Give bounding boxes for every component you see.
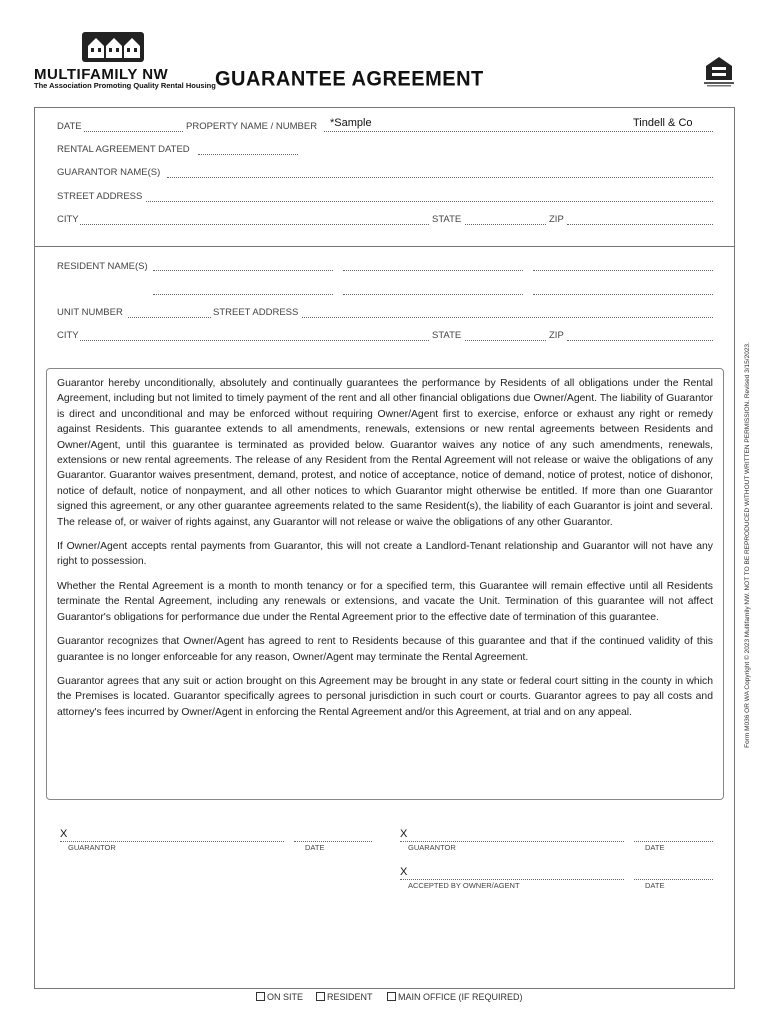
guarantor-names-label: GUARANTOR NAME(S)	[57, 167, 161, 178]
guarantor-1-date-field[interactable]	[294, 841, 372, 842]
checkbox-main-office-label: MAIN OFFICE (IF REQUIRED)	[398, 992, 523, 1002]
street-address-field[interactable]	[146, 201, 713, 202]
owner-agent-date-label: DATE	[645, 881, 665, 890]
brand-tagline: The Association Promoting Quality Rental Housing	[34, 81, 216, 90]
guarantor-1-label: GUARANTOR	[68, 843, 116, 852]
property-value: *Sample	[330, 117, 372, 129]
checkbox-icon	[316, 992, 325, 1001]
rental-agreement-dated-label: RENTAL AGREEMENT DATED	[57, 144, 190, 155]
guarantor-names-field[interactable]	[167, 177, 713, 178]
terms-paragraph-3: Whether the Rental Agreement is a month to month tenancy or for a specified term, this Guarantee will remain effective until all Residents terminate the Rental Agreement, including any renewals or extensions, and vacate the Unit. Termination of this guarantee will not affect Guarantor's obligations for performance due under the Rental Agreement prior to the effective date of termination of this guarantee.	[57, 580, 713, 623]
guarantor-2-x: X	[400, 828, 408, 840]
owner-agent-x: X	[400, 866, 408, 878]
resident-names-label: RESIDENT NAME(S)	[57, 261, 148, 272]
guarantor-2-date-label: DATE	[645, 843, 665, 852]
owner-agent-signature-field[interactable]	[400, 879, 624, 880]
owner-agent-date-field[interactable]	[634, 879, 713, 880]
multifamily-nw-logo	[82, 32, 144, 62]
property-field[interactable]	[324, 131, 713, 132]
resident-name-field-1[interactable]	[153, 270, 333, 271]
checkbox-icon	[256, 992, 265, 1001]
terms-paragraph-1: Guarantor hereby unconditionally, absolutely and continually guarantees the performance by Residents of all obligations under the Rental Agreement, including but not limited to timely payment of the rent and all other financial obligations due Owner/Agent. The liability of Guarantor is direct and unconditional and may be enforced without requiring Owner/Agent first to exercise, enforce or exhaust any right or remedy against Residents. This guarantee extends to all amendments, renewals, extensions or new rental agreements between Residents and Owner/Agent, until this guarantee is terminated as provided below. Guarantor waives any notice of any such amendments, renewals, extensions or new rental agreements. The release of any Resident from the Rental Agreement will not release or waive the obligations of any Guarantor. Guarantor waives presentment, demand, protest, and notice of acceptance, notice of demand, notice of protest, notice of dishonor, notice of default, notice of nonpayment, and all other notices to which Guarantor might otherwise be entitled. If more than one Guarantor signed this agreement, or any other guarantee agreements related to the same Resident(s), the liability of each Guarantor is joint and several. The release of, or waiver of rights against, any Guarantor will not release or waive the obligations of any other Guarantor.	[57, 378, 713, 528]
city-2-label: CITY	[57, 330, 79, 341]
rental-agreement-dated-field[interactable]	[198, 154, 298, 155]
property-label: PROPERTY NAME / NUMBER	[186, 121, 318, 132]
guarantor-1-x: X	[60, 828, 68, 840]
guarantor-2-signature-field[interactable]	[400, 841, 624, 842]
unit-number-field[interactable]	[128, 317, 211, 318]
terms-paragraph-5: Guarantor agrees that any suit or action brought on this Agreement may be brought in any state or federal court sitting in the county in which the Premises is located. Guarantor specifically agrees to personal jurisdiction in such court or courts. Guarantor agrees to pay all costs and attorney's fees incurred by Owner/Agent in enforcing the Rental Agreement and/or this Agreement, at trial and on any appeal.	[57, 675, 713, 718]
resident-name-field-6[interactable]	[533, 294, 713, 295]
checkbox-on-site[interactable]	[256, 992, 303, 1002]
city-label: CITY	[57, 214, 79, 225]
guarantor-1-date-label: DATE	[305, 843, 325, 852]
checkbox-resident[interactable]	[316, 992, 373, 1002]
checkbox-main-office[interactable]	[387, 992, 523, 1002]
page-title: GUARANTEE AGREEMENT	[215, 67, 484, 91]
resident-name-field-3[interactable]	[533, 270, 713, 271]
guarantor-2-date-field[interactable]	[634, 841, 713, 842]
zip-label: ZIP	[549, 214, 564, 225]
copyright-side-note	[744, 310, 754, 780]
brand-name: MULTIFAMILY NW	[34, 66, 169, 83]
zip-field[interactable]	[567, 224, 713, 225]
date-field[interactable]	[84, 131, 183, 132]
equal-housing-icon	[703, 54, 735, 88]
state-label: STATE	[432, 214, 462, 225]
street-address-label: STREET ADDRESS	[57, 191, 143, 202]
date-label: DATE	[57, 121, 82, 132]
zip-2-field[interactable]	[567, 340, 713, 341]
resident-name-field-2[interactable]	[343, 270, 523, 271]
guarantor-2-label: GUARANTOR	[408, 843, 456, 852]
terms-paragraph-2: If Owner/Agent accepts rental payments from Guarantor, this will not create a Landlord-Tenant relationship and Guarantor will not have any right to possession.	[57, 541, 713, 568]
street-address-2-label: STREET ADDRESS	[213, 307, 299, 318]
street-address-2-field[interactable]	[302, 317, 713, 318]
property-value-right: Tindell & Co	[633, 117, 693, 129]
state-field[interactable]	[465, 224, 546, 225]
resident-name-field-4[interactable]	[153, 294, 333, 295]
terms-paragraph-4: Guarantor recognizes that Owner/Agent has agreed to rent to Residents because of this guarantee and that if the continued validity of this guarantee is no longer enforceable for any reason, Owner/Agent may terminate the Rental Agreement.	[57, 636, 713, 663]
checkbox-on-site-label: ON SITE	[267, 992, 304, 1002]
checkbox-resident-label: RESIDENT	[327, 992, 373, 1002]
city-2-field[interactable]	[80, 340, 429, 341]
zip-2-label: ZIP	[549, 330, 564, 341]
city-field[interactable]	[80, 224, 429, 225]
section-divider	[34, 246, 735, 247]
unit-number-label: UNIT NUMBER	[57, 307, 123, 318]
resident-name-field-5[interactable]	[343, 294, 523, 295]
state-2-field[interactable]	[465, 340, 546, 341]
state-2-label: STATE	[432, 330, 462, 341]
owner-agent-label: ACCEPTED BY OWNER/AGENT	[408, 881, 520, 890]
copyright-text: Form M036 OR WA Copyright © 2023 Multifamily NW. NOT TO BE REPRODUCED WITHOUT WRITTEN PERMISSION. Revised 3/15/2023.	[744, 342, 751, 748]
guarantor-1-signature-field[interactable]	[60, 841, 284, 842]
terms-text	[57, 376, 713, 729]
checkbox-icon	[387, 992, 396, 1001]
